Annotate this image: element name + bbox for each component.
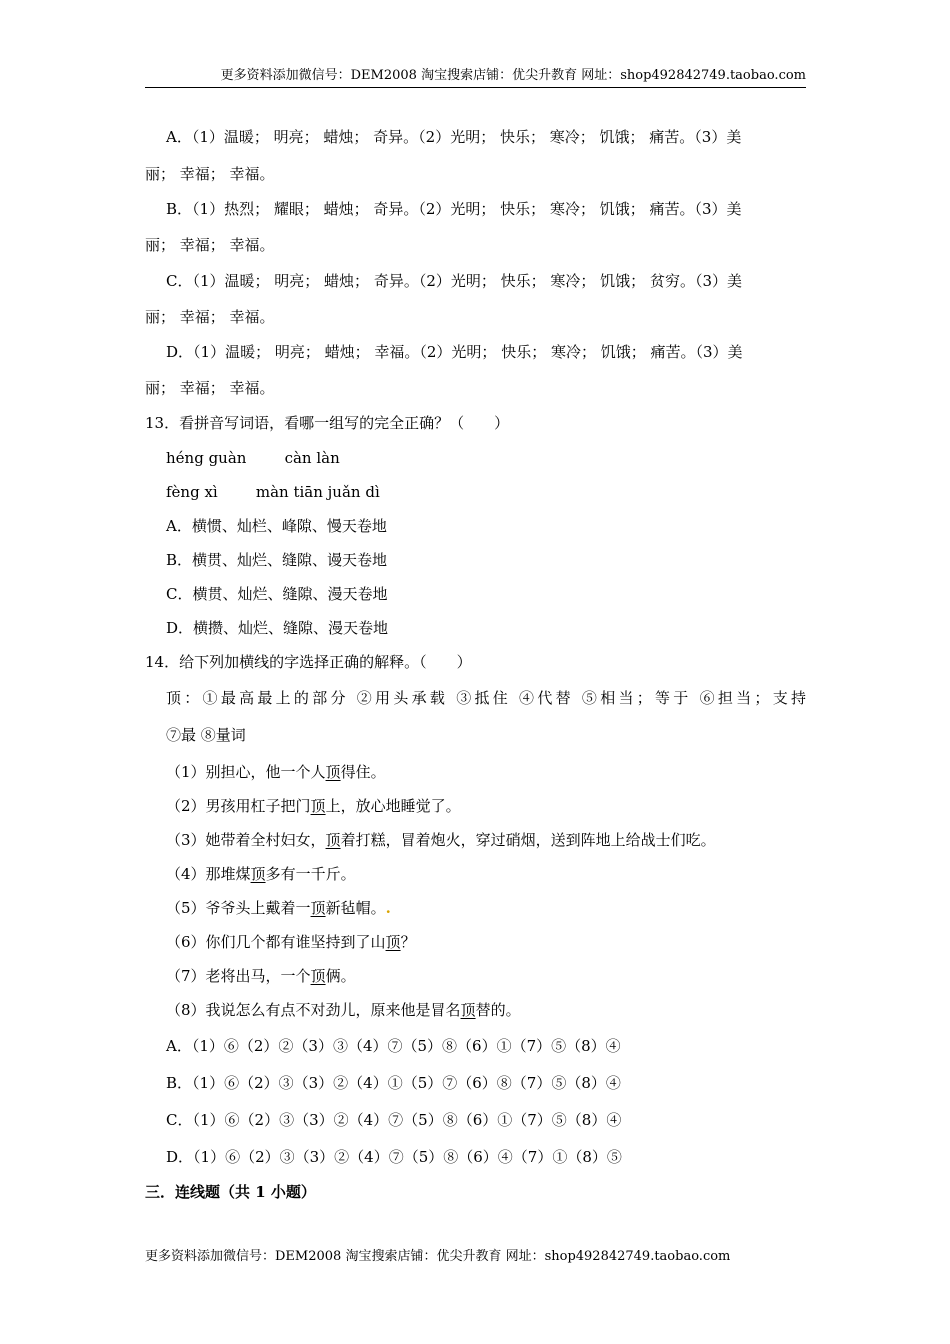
- q12-option-a-line1: A．（1）温暖； 明亮； 蜡烛； 奇异。（2）光明； 快乐； 寒冷； 饥饿； 痛苦。（3）美: [166, 128, 742, 146]
- q14-sentence-1: （1）别担心，他一个人顶得住。: [166, 763, 386, 781]
- q14-option-c: C．（1）⑥（2）③（3）②（4）⑦（5）⑧（6）①（7）⑤（8）④: [166, 1111, 622, 1129]
- q13-stem: 13．看拼音写词语，看哪一组写的完全正确？（ ）: [145, 414, 510, 432]
- underlined-char: 顶: [325, 763, 341, 781]
- underlined-char: 顶: [385, 933, 401, 951]
- q14-option-d: D．（1）⑥（2）③（3）②（4）⑦（5）⑧（6）④（7）①（8）⑤: [166, 1148, 622, 1166]
- q13-option-c: C．横贯、灿烂、缝隙、漫天卷地: [166, 585, 388, 603]
- q12-option-d-line1: D．（1）温暖； 明亮； 蜡烛； 幸福。（2）光明； 快乐； 寒冷； 饥饿； 痛苦。（3）美: [166, 343, 743, 361]
- q14-sentence-4: （4）那堆煤顶多有一千斤。: [166, 865, 356, 883]
- underlined-char: 顶: [325, 831, 341, 849]
- q14-sentence-7: （7）老将出马，一个顶俩。: [166, 967, 356, 985]
- q12-option-b-line1: B．（1）热烈； 耀眼； 蜡烛； 奇异。（2）光明； 快乐； 寒冷； 饥饿； 痛苦。（3）美: [166, 200, 742, 218]
- q14-definitions-line2: ⑦最 ⑧量词: [166, 726, 246, 744]
- q14-stem: 14．给下列加横线的字选择正确的解释。（ ）: [145, 653, 472, 671]
- underlined-char: 顶: [310, 899, 326, 917]
- q13-option-a: A．横惯、灿栏、峰隙、慢天卷地: [166, 517, 387, 535]
- underlined-char: 顶: [460, 1001, 476, 1019]
- q13-option-d: D．横攒、灿烂、缝隙、漫天卷地: [166, 619, 389, 637]
- section-3-heading: 三．连线题（共 1 小题）: [145, 1183, 316, 1201]
- q12-option-d-line2: 丽； 幸福； 幸福。: [145, 379, 275, 397]
- q12-option-c-line1: C．（1）温暖； 明亮； 蜡烛； 奇异。（2）光明； 快乐； 寒冷； 饥饿； 贫穷。（3）美: [166, 272, 742, 290]
- q14-sentence-3: （3）她带着全村妇女，顶着打糕，冒着炮火，穿过硝烟，送到阵地上给战士们吃。: [166, 831, 716, 849]
- q14-option-a: A．（1）⑥（2）②（3）③（4）⑦（5）⑧（6）①（7）⑤（8）④: [166, 1037, 621, 1055]
- q14-definitions-line1: 顶：①最高最上的部分 ②用头承载 ③抵住 ④代替 ⑤相当；等于 ⑥担当；支持: [166, 689, 806, 707]
- q12-option-b-line2: 丽； 幸福； 幸福。: [145, 236, 275, 254]
- q13-option-b: B．横贯、灿烂、缝隙、谩天卷地: [166, 551, 388, 569]
- underlined-char: 顶: [310, 967, 326, 985]
- page-header: 更多资料添加微信号：DEM2008 淘宝搜索店铺：优尖升教育 网址：shop492842749.taobao.com: [145, 66, 806, 88]
- underlined-char: 顶: [310, 797, 326, 815]
- q13-pinyin-line2: fèng xì màn tiān juǎn dì: [166, 483, 380, 501]
- decorative-dot: .: [385, 899, 391, 917]
- q14-option-b: B．（1）⑥（2）③（3）②（4）①（5）⑦（6）⑧（7）⑤（8）④: [166, 1074, 621, 1092]
- q12-option-a-line2: 丽； 幸福； 幸福。: [145, 165, 275, 183]
- q12-option-c-line2: 丽； 幸福； 幸福。: [145, 308, 275, 326]
- page-footer: 更多资料添加微信号：DEM2008 淘宝搜索店铺：优尖升教育 网址：shop492842749.taobao.com: [145, 1249, 731, 1264]
- q14-sentence-2: （2）男孩用杠子把门顶上，放心地睡觉了。: [166, 797, 461, 815]
- q13-pinyin-line1: héng guàn càn làn: [166, 449, 340, 467]
- q14-sentence-5: （5）爷爷头上戴着一顶新毡帽。.: [166, 899, 391, 917]
- q14-sentence-6: （6）你们几个都有谁坚持到了山顶？: [166, 933, 416, 951]
- q14-sentence-8: （8）我说怎么有点不对劲儿，原来他是冒名顶替的。: [166, 1001, 521, 1019]
- underlined-char: 顶: [250, 865, 266, 883]
